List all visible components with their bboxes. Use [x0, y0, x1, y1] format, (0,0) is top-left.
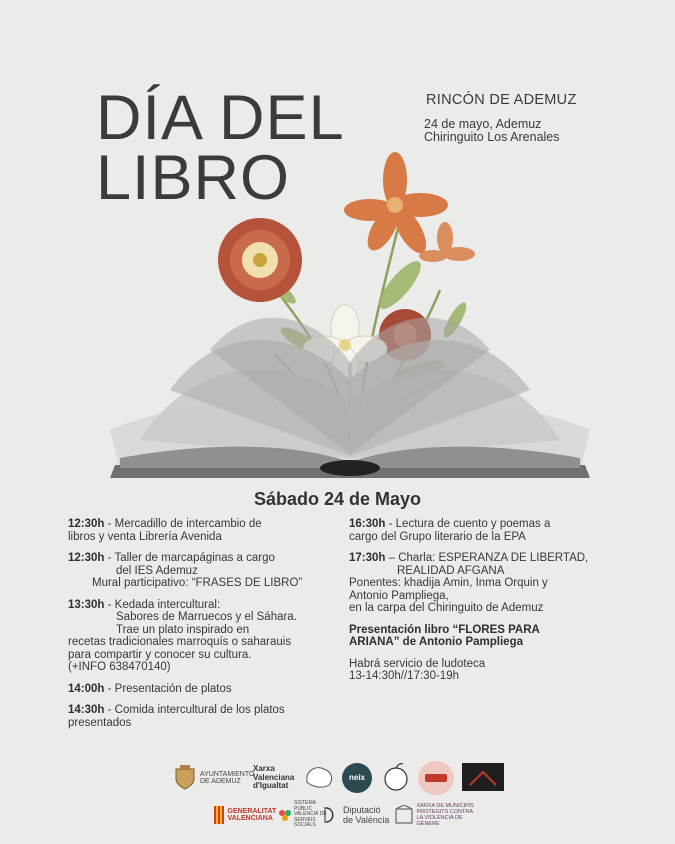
time-label: 14:30h [68, 704, 105, 716]
dv-icon [323, 805, 339, 825]
time-label: 16:30h [349, 518, 386, 530]
venue-label: RINCÓN DE ADEMUZ [426, 92, 577, 108]
title-line-1: DÍA DEL [96, 83, 345, 153]
item-text: del IES Ademuz [116, 564, 198, 577]
item-text: - Kedada intercultural: [104, 598, 221, 611]
badge-icon [424, 771, 448, 785]
diputacio-name: Diputació de València [343, 805, 390, 825]
xarxa-igualtat-logo [253, 761, 303, 795]
generalitat-logo [210, 800, 277, 830]
item-text: Antonio Pampliega, [349, 589, 449, 602]
program-item [349, 518, 619, 543]
circle-pink-logo [418, 761, 454, 795]
item-text: - Presentación de platos [104, 682, 232, 695]
time-label: 14:00h [68, 682, 105, 695]
time-label: 12:30h [68, 518, 105, 530]
item-text: Ponentes: khadija Amin, Inma Orquin y [349, 577, 548, 589]
time-label: 12:30h [68, 552, 105, 564]
item-text: REALIDAD AFGANA [397, 564, 505, 577]
program-item [68, 599, 348, 674]
ayuntamiento-logo [172, 763, 255, 793]
time-label: 17:30h [349, 552, 386, 564]
item-text: en la carpa del Chiringuito de Ademuz [349, 602, 544, 614]
program-left-column [68, 518, 348, 738]
item-text: Sabores de Marruecos y el Sáhara. [116, 611, 297, 623]
neix-logo [342, 763, 372, 793]
program-date-heading: Sábado 24 de Mayo [253, 489, 422, 509]
book-presentation [349, 624, 619, 649]
item-text: para compartir y conocer su cultura. [68, 648, 252, 661]
program-item [68, 704, 348, 729]
item-text: - Mercadillo de intercambio de [104, 518, 262, 530]
item-text: (+INFO 638470140) [68, 661, 171, 673]
apple-icon [379, 760, 413, 794]
place-line: Chiringuito Los Arenales [424, 130, 560, 144]
program-item [68, 683, 348, 696]
serveis-name: SISTEMA PÚBLIC VALENCIÀ DE SERVEIS SOCIALS [294, 800, 327, 829]
item-text: recetas tradicionales marroquís o saharauis [68, 636, 292, 648]
time-label: 13:30h [68, 598, 105, 611]
generalitat-name: GENERALITAT VALENCIANA [227, 807, 277, 822]
item-text: - Comida intercultural de los platos [104, 704, 285, 716]
hearts-icon [278, 808, 292, 822]
diputacio-logo [322, 800, 392, 830]
program-right-column [349, 518, 619, 692]
item-text: cargo del Grupo literario de la EPA [349, 530, 526, 543]
item-text: Presentación libro “FLORES PARA [349, 623, 540, 636]
title-line-2: LIBRO [96, 143, 291, 213]
item-text: 13-14:30h//17:30-19h [349, 670, 459, 682]
item-text: – Charla: ESPERANZA DE LIBERTAD, [385, 552, 589, 564]
house-outline-icon [394, 805, 414, 825]
coat-of-arms-icon [174, 765, 196, 791]
ies-ademuz-logo [378, 759, 414, 795]
item-text: presentados [68, 716, 132, 729]
house-icon [466, 767, 500, 787]
xarxa-name: Xarxa Valenciana d'Igualtat [253, 764, 295, 791]
item-text: - Lectura de cuento y poemas a [385, 518, 551, 530]
program-item [68, 518, 348, 543]
item-text: Habrá servicio de ludoteca [349, 657, 486, 670]
item-text: Mural participativo: “FRASES DE LIBRO” [92, 577, 303, 589]
item-text: Trae un plato inspirado en [116, 623, 250, 636]
map-icon [304, 764, 336, 790]
coat-of-arms-icon [213, 804, 225, 826]
program-item [349, 552, 619, 615]
item-text: libros y venta Librería Avenida [68, 530, 222, 543]
ademuz-map-logo [302, 763, 338, 791]
sponsor-logos [0, 755, 675, 840]
ayuntamiento-name: AYUNTAMIENTO DE ADEMUZ [200, 770, 255, 785]
book-flowers-illustration [100, 140, 600, 480]
neix-name: neix [348, 773, 365, 783]
xarxa-violencia-logo [392, 800, 480, 830]
date-line: 24 de mayo, Ademuz [424, 117, 542, 131]
xarxa-violencia-name: XARXA DE MUNICIPIS PROTEGITS CONTRA LA VIOLÈNCIA DE GÈNERE [416, 803, 474, 827]
dark-house-logo [462, 763, 504, 791]
item-text: - Taller de marcapáginas a cargo [104, 552, 275, 564]
program-item [68, 552, 348, 590]
ludoteca-note [349, 658, 619, 683]
item-text: ARIANA” de Antonio Pampliega [349, 636, 523, 648]
